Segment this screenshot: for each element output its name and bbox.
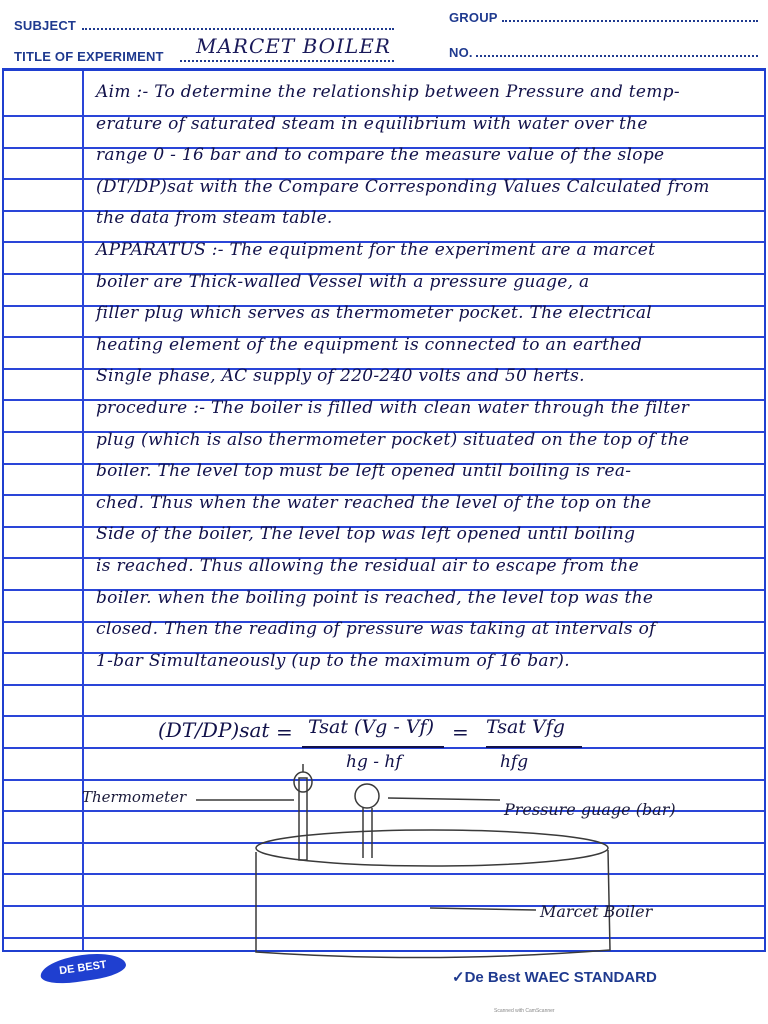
scan-note: Scanned with CamScanner <box>494 1008 555 1014</box>
de-best-logo: DE BEST <box>39 949 128 987</box>
group-label: GROUP <box>449 10 498 25</box>
formula-fraction-bar-1 <box>302 746 444 748</box>
title-field-line <box>180 60 394 62</box>
thermometer-stem <box>299 778 307 860</box>
pressure-gauge-label: Pressure guage (bar) <box>504 800 676 819</box>
number-field-line <box>476 55 758 57</box>
handwritten-line: is reached. Thus allowing the residual air to escape from the <box>96 556 640 576</box>
handwritten-line: heating element of the equipment is connected to an earthed <box>96 334 643 355</box>
handwritten-line: filler plug which serves as thermometer pocket. The electrical <box>96 303 653 324</box>
thermometer-label: Thermometer <box>82 788 187 806</box>
handwritten-line: Side of the boiler, The level top was left opened until boiling <box>96 524 636 545</box>
handwritten-line: (DT/DP)sat with the Compare Corresponding Values Calculated from <box>96 176 710 197</box>
handwritten-line: erature of saturated steam in equilibrium with water over the <box>96 113 648 134</box>
pressure-gauge-dial <box>355 784 379 808</box>
handwritten-line: plug (which is also thermometer pocket) situated on the top of the <box>96 429 690 450</box>
boiler-leader <box>430 908 536 910</box>
thermometer-head <box>294 772 312 792</box>
subject-label: SUBJECT <box>14 18 77 33</box>
handwritten-line: the data from steam table. <box>96 208 333 229</box>
boiler-top <box>256 830 608 866</box>
handwritten-line: closed. Then the reading of pressure was taking at intervals of <box>96 619 656 640</box>
handwritten-line: range 0 - 16 bar and to compare the measure value of the slope <box>96 145 665 166</box>
waec-standard-text: ✓De Best WAEC STANDARD <box>452 969 657 986</box>
formula-denominator-2: hfg <box>500 752 529 772</box>
experiment-title-value: MARCET BOILER <box>196 34 391 58</box>
handwritten-line: boiler. when the boiling point is reached, the level top was the <box>96 587 654 608</box>
handwritten-line: ched. Thus when the water reached the level of the top on the <box>96 492 652 513</box>
formula-equals-1: = <box>276 720 293 744</box>
formula-numerator-2: Tsat Vfg <box>486 716 565 738</box>
formula-fraction-bar-2 <box>486 746 582 748</box>
handwritten-line: Aim :- To determine the relationship between Pressure and temp- <box>96 82 680 102</box>
handwritten-line: boiler. The level top must be left opened until boiling is rea- <box>96 461 632 482</box>
formula-lhs: (DT/DP)sat <box>158 718 270 742</box>
handwritten-line: boiler are Thick-walled Vessel with a pressure guage, a <box>96 271 590 292</box>
handwritten-line: APPARATUS :- The equipment for the experiment are a marcet <box>96 240 656 260</box>
marcet-boiler-label: Marcet Boiler <box>540 902 653 921</box>
ruled-line <box>4 684 764 686</box>
number-label: NO. <box>449 45 473 60</box>
title-of-experiment-label: TITLE OF EXPERIMENT <box>14 49 164 64</box>
group-field-line <box>502 20 758 22</box>
subject-field-line <box>82 28 394 30</box>
formula-equals-2: = <box>452 720 469 744</box>
handwritten-line: Single phase, AC supply of 220-240 volts and 50 herts. <box>96 366 585 387</box>
gauge-leader <box>388 798 500 800</box>
handwritten-line: procedure :- The boiler is filled with clean water through the filter <box>96 398 690 418</box>
formula-denominator-1: hg - hf <box>346 752 402 772</box>
formula-numerator-1: Tsat (Vg - Vf) <box>308 716 435 738</box>
handwritten-line: 1-bar Simultaneously (up to the maximum of 16 bar). <box>96 650 570 671</box>
